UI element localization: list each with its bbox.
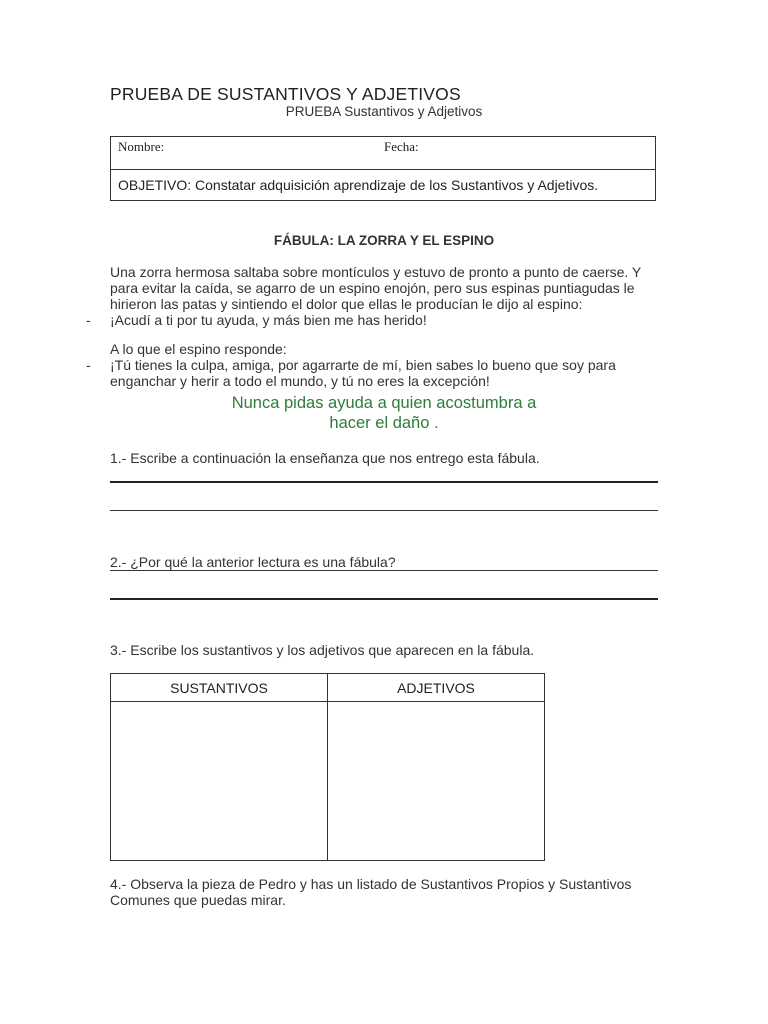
question-4-line-1: 4.- Observa la pieza de Pedro y has un listado de Sustantivos Propios y Sustantivos xyxy=(110,876,632,892)
fable-title: FÁBULA: LA ZORRA Y EL ESPINO xyxy=(273,233,495,248)
fox-dialogue: ¡Acudí a ti por tu ayuda, y más bien me has herido! xyxy=(110,312,427,328)
column-header-sustantivos: SUSTANTIVOS xyxy=(170,680,268,696)
moral-line-2: hacer el daño . xyxy=(329,414,439,432)
table-header-divider xyxy=(111,701,544,702)
question-1: 1.- Escribe a continuación la enseñanza que nos entrego esta fábula. xyxy=(110,450,540,466)
nombre-label: Nombre: xyxy=(118,139,165,154)
objetivo-text: OBJETIVO: Constatar adquisición aprendizaje de los Sustantivos y Adjetivos. xyxy=(118,177,599,193)
fable-moral xyxy=(0,393,768,433)
dialogue-dash: - xyxy=(86,357,91,373)
fable-paragraph-line-1: Una zorra hermosa saltaba sobre montículos y estuvo de pronto a punto de caerse. Y xyxy=(110,264,642,280)
answer-line[interactable] xyxy=(110,481,658,483)
response-intro: A lo que el espino responde: xyxy=(110,341,287,357)
dialogue-dash: - xyxy=(86,312,91,328)
question-3: 3.- Escribe los sustantivos y los adjetivos que aparecen en la fábula. xyxy=(110,642,535,658)
answer-line[interactable] xyxy=(110,598,658,600)
moral-line-1: Nunca pidas ayuda a quien acostumbra a xyxy=(231,394,537,412)
question-4 xyxy=(110,876,658,908)
answer-line[interactable] xyxy=(110,510,658,511)
info-box-divider xyxy=(111,169,655,170)
column-header-adjetivos: ADJETIVOS xyxy=(397,680,475,696)
fecha-label: Fecha: xyxy=(384,139,419,154)
question-4-line-2: Comunes que puedas mirar. xyxy=(110,892,286,908)
nouns-adjectives-table xyxy=(110,673,545,861)
fable-paragraph-line-2: para evitar la caída, se agarro de un espino enojón, pero sus espinas puntiagudas le xyxy=(110,280,635,296)
document-subtitle: PRUEBA Sustantivos y Adjetivos xyxy=(285,104,483,119)
document-title: PRUEBA DE SUSTANTIVOS Y ADJETIVOS xyxy=(110,84,461,104)
student-info-box xyxy=(110,136,656,201)
fable-paragraph-line-3: hirieron las patas y sintiendo el dolor que ellas le producían le dijo al espino: xyxy=(110,296,583,312)
thorn-dialogue-line-1: ¡Tú tienes la culpa, amiga, por agarrarte de mí, bien sabes lo bueno que soy para xyxy=(110,357,616,373)
answer-line[interactable] xyxy=(110,570,658,571)
thorn-dialogue-line-2: enganchar y herir a todo el mundo, y tú no eres la excepción! xyxy=(110,373,490,389)
question-2: 2.- ¿Por qué la anterior lectura es una fábula? xyxy=(110,554,396,570)
